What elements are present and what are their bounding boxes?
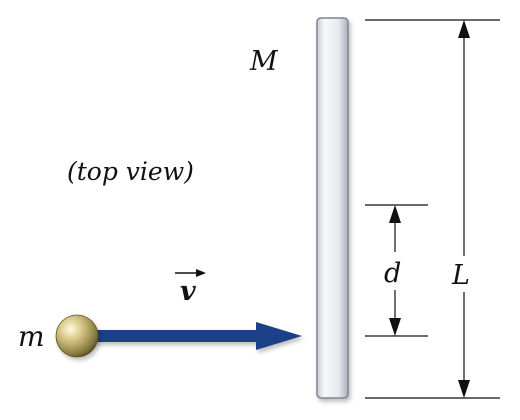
length-arrowhead-top [458,20,470,38]
offset-arrowhead-bottom [389,318,401,336]
velocity-arrow-shaft [92,330,260,342]
ball-mass-label: m [18,320,45,353]
rod-mass-label: M [250,46,278,77]
length-arrowhead-bottom [458,380,470,398]
velocity-arrow [92,322,302,350]
ball [56,315,98,357]
rod [317,18,348,398]
offset-arrowhead-top [389,205,401,223]
velocity-label: v [180,276,196,307]
offset-label: d [384,258,402,289]
length-label: L [452,260,470,291]
length-dimension [365,20,500,398]
vector-overline-arrowhead [196,269,206,277]
velocity-arrowhead [256,322,302,350]
view-note-label: (top view) [67,157,194,186]
